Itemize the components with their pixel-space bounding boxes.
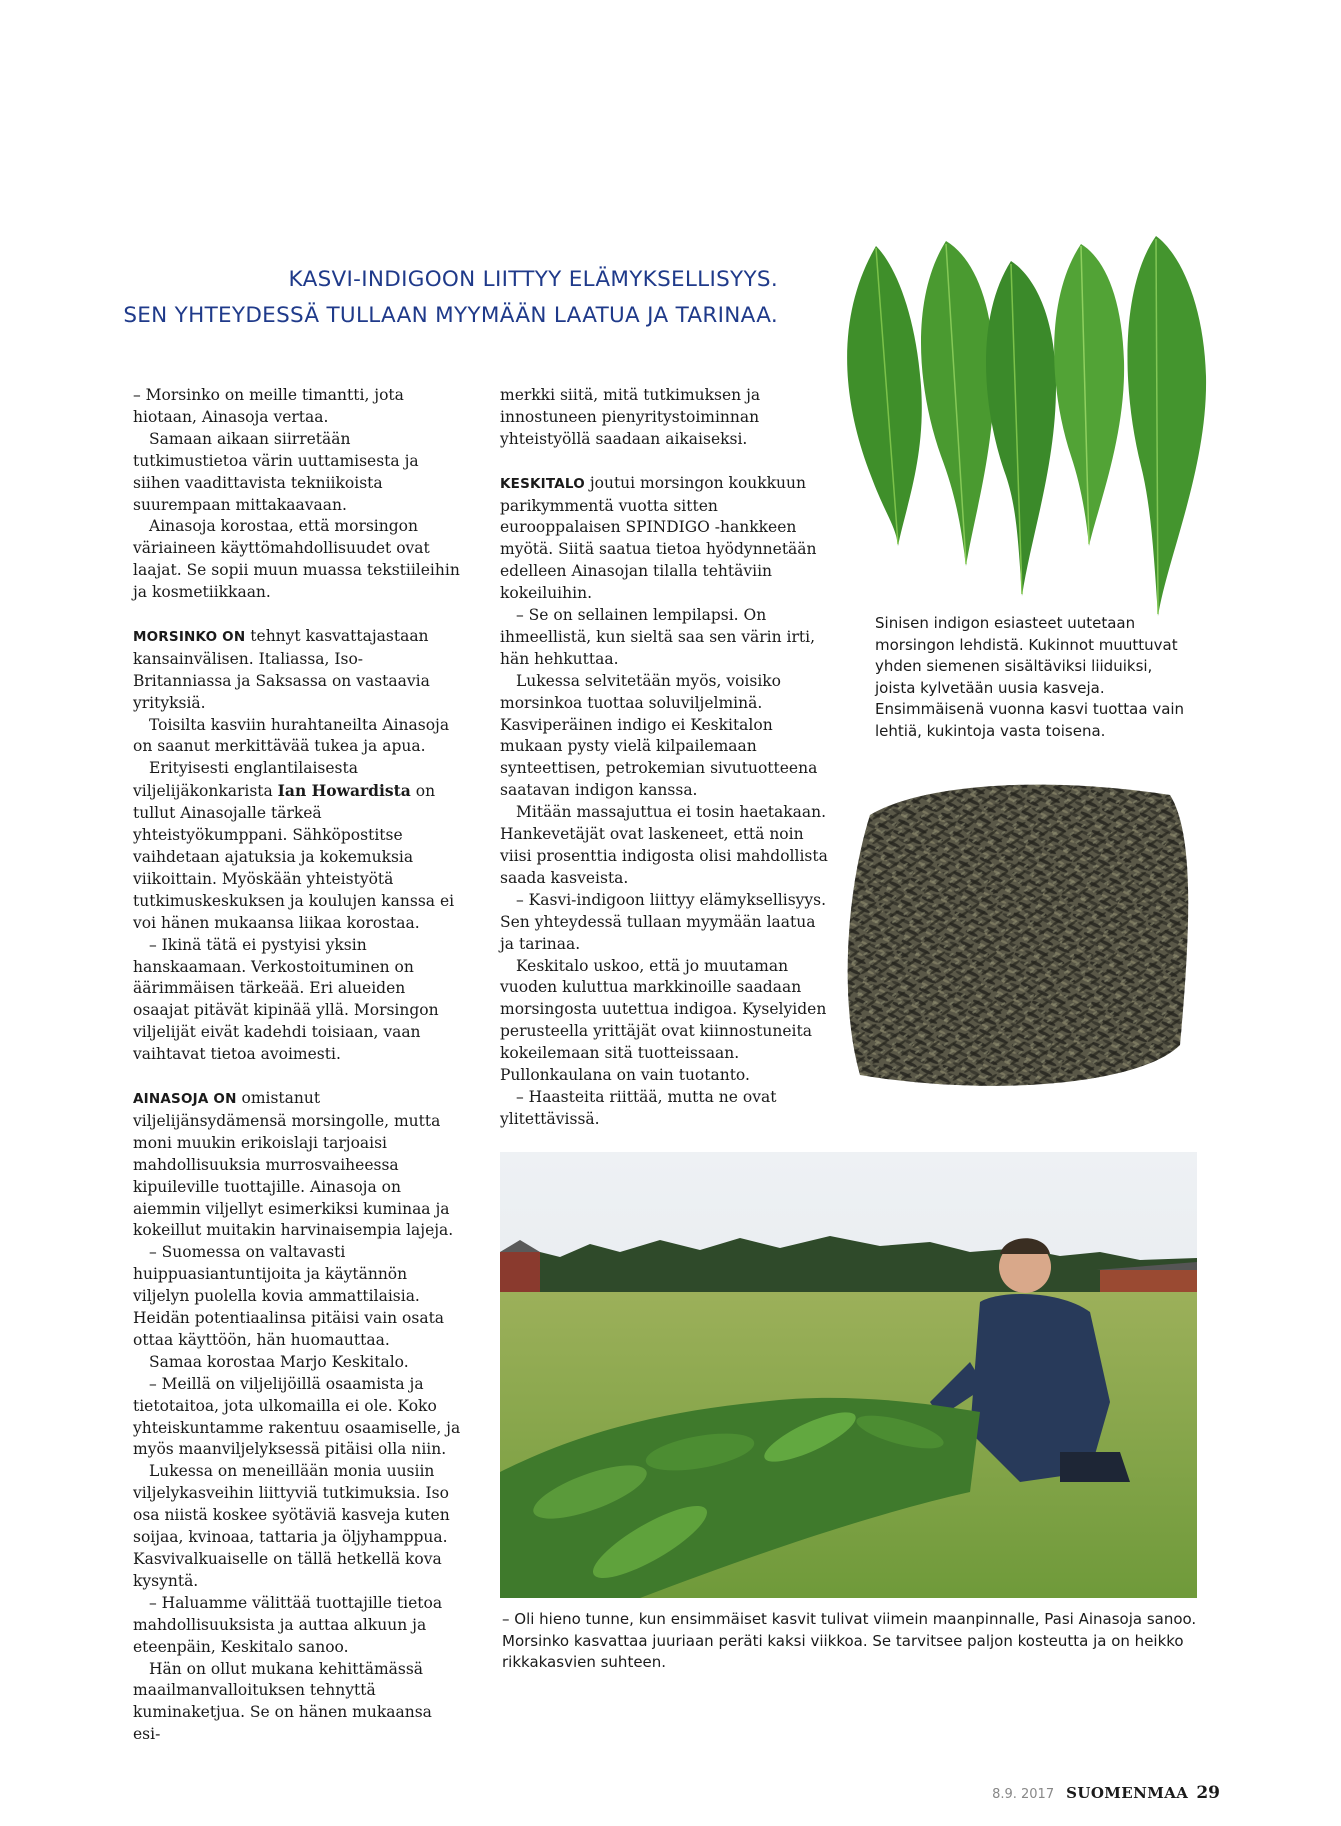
leaf-icon bbox=[986, 261, 1056, 596]
paragraph-section-start: KESKITALO joutui morsingon koukkuun parikymmentä vuotta sitten eurooppalaisen SPINDIGO -hankkeen myötä. Siitä saatua tietoa hyödynnetään edelleen Ainasojan tilalla tehtäviin kokeiluihin. bbox=[500, 473, 817, 603]
page-footer bbox=[992, 1783, 1220, 1803]
pull-quote-line-1: KASVI-INDIGOON LIITTYY ELÄMYKSELLISYYS. bbox=[288, 267, 778, 292]
paragraph: – Haasteita riittää, mutta ne ovat ylitettävissä. bbox=[500, 1087, 777, 1128]
paragraph: Lukessa selvitetään myös, voisiko morsinkoa tuottaa soluviljelminä. Kasviperäinen indigo ei Keskitalon mukaan pysty vielä kilpailemaan synteettisen, petrokemian sivutuotteena saatavan indigon kanssa. bbox=[500, 671, 818, 800]
seeds-photo bbox=[840, 775, 1205, 1097]
paragraph: Keskitalo uskoo, että jo muutaman vuoden kuluttua markkinoille saadaan morsingosta uutettua indigoa. Kyselyiden perusteella yrittäjät ovat kiinnostuneita kokeilemaan sitä tuotteissaan. Pullonkaulana on vain tuotanto. bbox=[500, 956, 827, 1085]
paragraph-section-start: MORSINKO ON tehnyt kasvattajastaan kansainvälisen. Italiassa, Iso-Britanniassa ja Saksassa on vastaavia yrityksiä. bbox=[133, 626, 430, 712]
pull-quote-line-2: SEN YHTEYDESSÄ TULLAAN MYYMÄÄN LAATUA JA TARINAA. bbox=[123, 303, 778, 328]
paragraph: Ainasoja korostaa, että morsingon väriaineen käyttömahdollisuudet ovat laajat. Se sopii muun muassa tekstiileihin ja kosmetiikkaan. bbox=[133, 517, 460, 602]
article-column-1 bbox=[133, 385, 461, 1746]
paragraph-section-start: AINASOJA ON omistanut viljelijänsydämensä morsingolle, mutta moni muukin erikoislaji tarjoaisi mahdollisuuksia murrosvaiheessa kipuileville tuottajille. Ainasoja on aiemmin viljellyt esimerkiksi kuminaa ja kokeillut muitakin harvinaisempia lajeja. bbox=[133, 1088, 454, 1240]
paragraph: – Kasvi-indigoon liittyy elämyksellisyys. Sen yhteydessä tullaan myymään laatua ja tarinaa. bbox=[500, 890, 827, 953]
paragraph: – Ikinä tätä ei pystyisi yksin hanskaamaan. Verkostoituminen on äärimmäisen tärkeää. Eri alueiden osaajat pitävät kipinää yllä. Morsingon viljelijät eivät kadehdi toisiaan, vaan vaihtavat tietoa avoimesti. bbox=[133, 935, 439, 1064]
leaf-icon bbox=[1127, 236, 1206, 616]
leaf-icon bbox=[1054, 244, 1124, 546]
page-number: 29 bbox=[1196, 1783, 1220, 1803]
article-column-2 bbox=[500, 385, 828, 1131]
field-photo bbox=[500, 1152, 1197, 1598]
section-lead: KESKITALO bbox=[500, 475, 585, 492]
paragraph: Toisilta kasviin hurahtaneilta Ainasoja on saanut merkittävää tukea ja apua. bbox=[133, 715, 450, 756]
leaves-caption: Sinisen indigon esiasteet uutetaan morsingon lehdistä. Kukinnot muuttuvat yhden siemenen sisältäviksi liiduiksi, joista kylvetään uusia kasveja. Ensimmäisenä vuonna kasvi tuottaa vain lehtiä, kukintoja vasta toisena. bbox=[875, 614, 1185, 740]
paragraph: – Haluamme välittää tuottajille tietoa mahdollisuuksista ja auttaa alkuun ja eteenpäin, Keskitalo sanoo. bbox=[133, 1593, 443, 1656]
paragraph: Lukessa on meneillään monia uusiin viljelykasveihin liittyviä tutkimuksia. Iso osa niistä koskee syötäviä kasveja kuten soijaa, kvinoaa, tattaria ja öljyhamppua. Kasvivalkuaiselle on tällä hetkellä kova kysyntä. bbox=[133, 1462, 450, 1590]
issue-date: 8.9. 2017 bbox=[992, 1787, 1055, 1802]
paragraph: Mitään massajuttua ei tosin haetakaan. Hankevetäjät ovat laskeneet, että noin viisi prosenttia indigosta olisi mahdollista saada kasveista. bbox=[500, 803, 828, 887]
field-photo-caption: – Oli hieno tunne, kun ensimmäiset kasvit tulivat viimein maanpinnalle, Pasi Ainasoja sanoo. Morsinko kasvattaa juuriaan peräti kaksi viikkoa. Se tarvitsee paljon kosteutta ja on heikko rikkakasvien suhteen. bbox=[502, 1610, 1197, 1671]
section-lead: AINASOJA ON bbox=[133, 1090, 237, 1107]
paragraph: – Meillä on viljelijöillä osaamista ja tietotaitoa, jota ulkomailla ei ole. Koko yhteiskuntamme rakentuu osaamiselle, ja myös maanviljelyksessä pitäisi olla niin. bbox=[133, 1374, 461, 1459]
paragraph: – Suomessa on valtavasti huippuasiantuntijoita ja käytännön viljelyn puolella kovia ammattilaisia. Heidän potentiaalinsa pitäisi vain osata ottaa käyttöön, hän huomauttaa. bbox=[133, 1243, 445, 1349]
paragraph: Hän on ollut mukana kehittämässä maailmanvalloituksen tehnyttä kuminaketjua. Se on hänen mukaansa esi- bbox=[133, 1659, 432, 1744]
section-lead: MORSINKO ON bbox=[133, 628, 246, 645]
magazine-name: SUOMENMAA bbox=[1066, 1784, 1189, 1802]
paragraph: Samaa korostaa Marjo Keskitalo. bbox=[149, 1352, 409, 1371]
leaf-icon bbox=[847, 246, 922, 546]
leaves-photo bbox=[836, 236, 1212, 622]
pull-quote bbox=[120, 262, 778, 334]
paragraph: merkki siitä, mitä tutkimuksen ja innostuneen pienyritystoiminnan yhteistyöllä saadaan aikaiseksi. bbox=[500, 386, 761, 448]
paragraph: – Se on sellainen lempilapsi. On ihmeellistä, kun sieltä saa sen värin irti, hän hehkuttaa. bbox=[500, 606, 816, 668]
person-name: Ian Howardista bbox=[277, 781, 411, 801]
paragraph: Erityisesti englantilaisesta viljelijäkonkarista Ian Howardista on tullut Ainasojalle tärkeä yhteistyökumppani. Sähköpostitse vaihdetaan ajatuksia ja kokemuksia viikoittain. Myöskään yhteistyötä tutkimuskeskuksen ja koulujen kanssa ei voi hänen mukaansa liikaa korostaa. bbox=[133, 759, 455, 932]
leaf-icon bbox=[921, 241, 994, 566]
paragraph: Samaan aikaan siirretään tutkimustietoa värin uuttamisesta ja siihen vaadittavista tekniikoista suurempaan mittakaavaan. bbox=[133, 429, 419, 514]
paragraph: – Morsinko on meille timantti, jota hiotaan, Ainasoja vertaa. bbox=[133, 386, 404, 426]
